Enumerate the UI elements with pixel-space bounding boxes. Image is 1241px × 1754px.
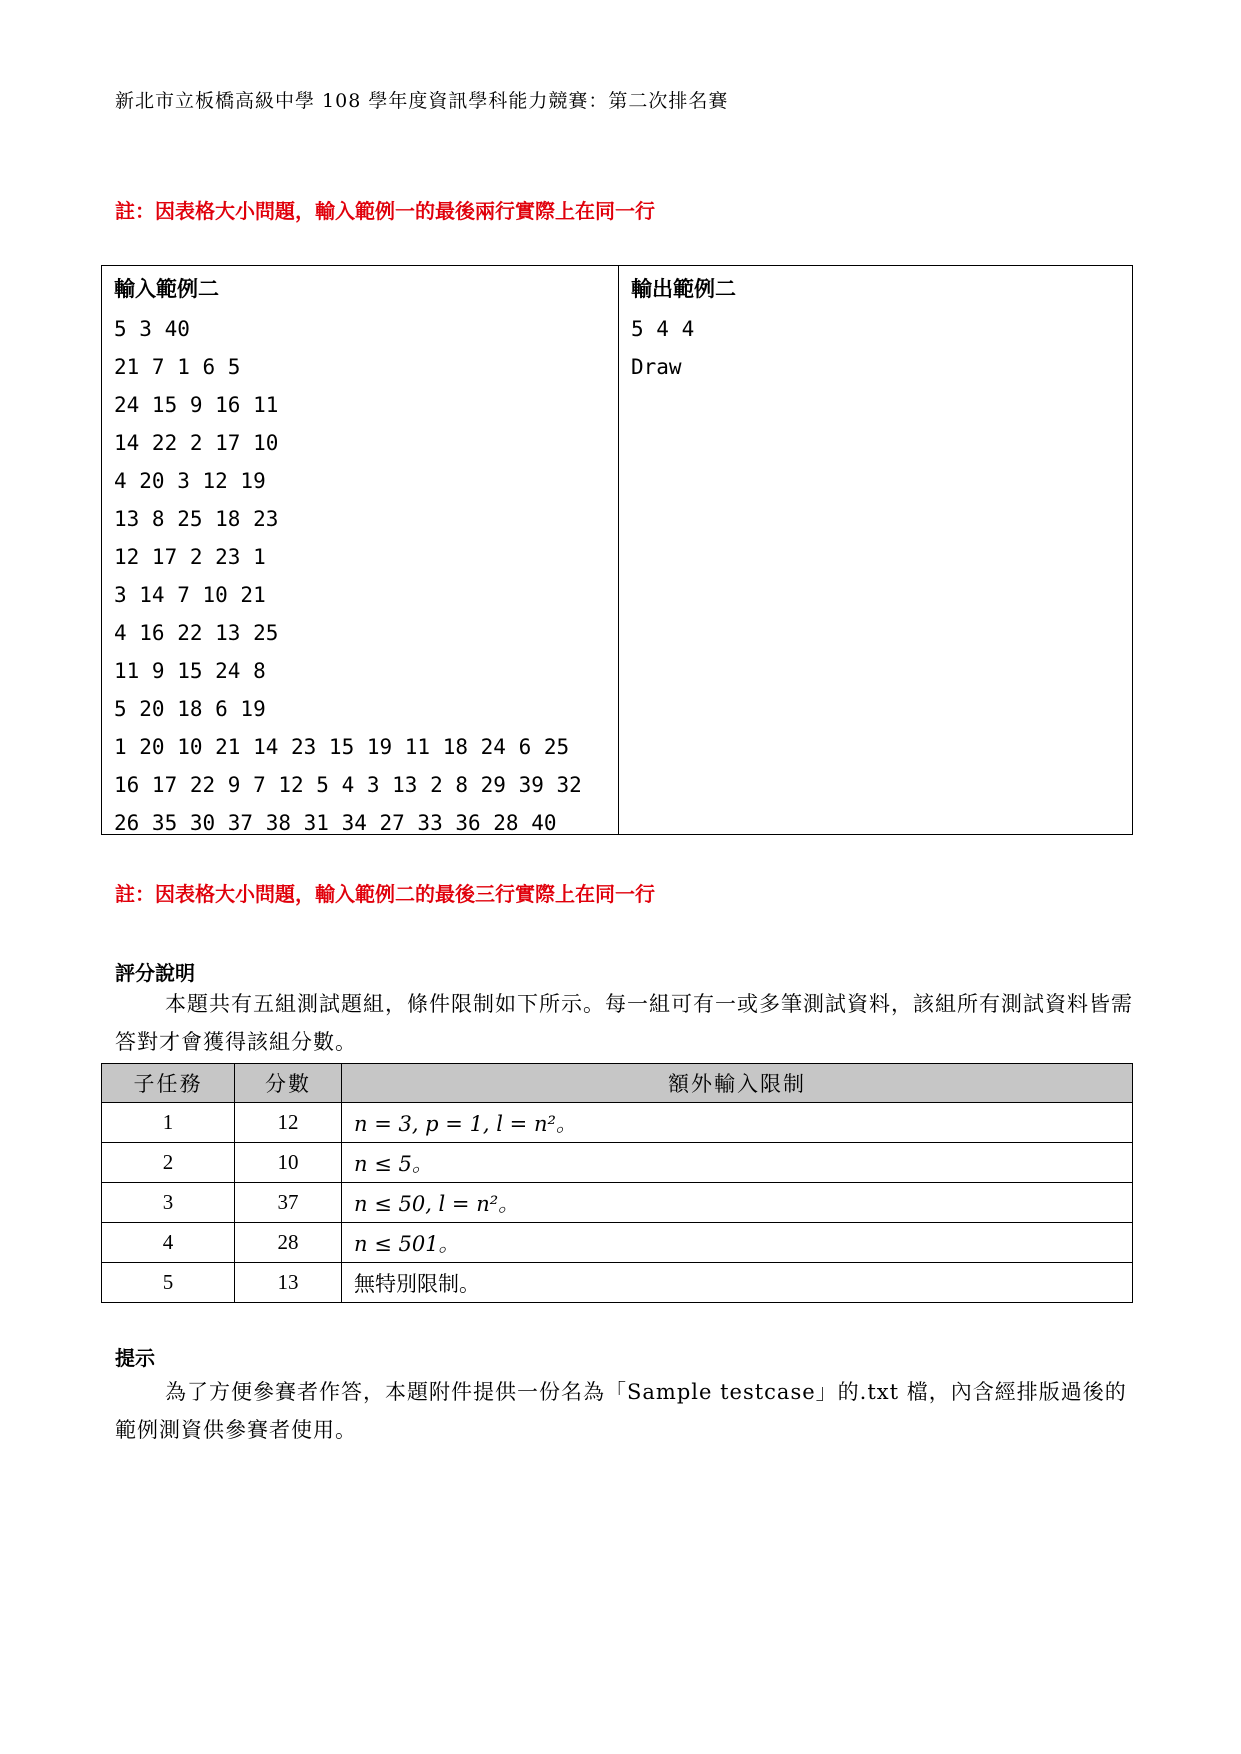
scoring-paragraph [115,985,1145,1061]
sample2-note: 註：因表格大小問題，輸入範例二的最後三行實際上在同一行 [115,882,655,906]
sample2-output-column [619,266,1132,834]
header-limit: 額外輸入限制 [342,1064,1133,1103]
subtask-cell: 1 [102,1103,235,1143]
score-cell: 10 [235,1143,342,1183]
output-line: Draw [631,355,682,379]
table-row [102,1223,1133,1263]
scoring-paragraph-text: 本題共有五組測試題組，條件限制如下所示。每一組可有一或多筆測試資料，該組所有測試資料皆需答對才會獲得該組分數。 [115,992,1133,1054]
input-line: 1 20 10 21 14 23 15 19 11 18 24 6 25 [114,735,570,759]
input-line: 4 20 3 12 19 [114,469,266,493]
limit-cell: n ≤ 5。 [342,1143,1133,1183]
input-line: 12 17 2 23 1 [114,545,266,569]
input-line: 21 7 1 6 5 [114,355,241,379]
output-line: 5 4 4 [631,317,695,341]
score-cell: 28 [235,1223,342,1263]
input-line: 14 22 2 17 10 [114,431,279,455]
subtask-table [101,1063,1133,1303]
hint-paragraph-text: 為了方便參賽者作答，本題附件提供一份名為「Sample testcase」的.txt 檔，內含經排版過後的範例測資供參賽者使用。 [115,1380,1127,1442]
limit-cell: n ≤ 501。 [342,1223,1133,1263]
header-subtask: 子任務 [102,1064,235,1103]
input-line: 4 16 22 13 25 [114,621,279,645]
page-header: 新北市立板橋高級中學 108 學年度資訊學科能力競賽：第二次排名賽 [115,90,729,112]
subtask-cell: 2 [102,1143,235,1183]
sample2-input-title: 輸入範例二 [114,277,219,301]
table-row [102,1183,1133,1223]
score-cell: 12 [235,1103,342,1143]
scoring-title: 評分說明 [115,961,195,985]
sample2-table [101,265,1133,835]
table-row [102,1143,1133,1183]
input-line: 5 20 18 6 19 [114,697,266,721]
input-line: 3 14 7 10 21 [114,583,266,607]
subtask-cell: 4 [102,1223,235,1263]
header-score: 分數 [235,1064,342,1103]
sample2-output-title: 輸出範例二 [631,277,736,301]
input-line: 26 35 30 37 38 31 34 27 33 36 28 40 [114,811,557,835]
input-line: 24 15 9 16 11 [114,393,279,417]
limit-cell: 無特別限制。 [342,1263,1133,1303]
table-row [102,1103,1133,1143]
subtask-cell: 5 [102,1263,235,1303]
score-cell: 13 [235,1263,342,1303]
input-line: 5 3 40 [114,317,190,341]
input-line: 11 9 15 24 8 [114,659,266,683]
hint-title: 提示 [115,1346,155,1370]
subtask-header-row [102,1064,1133,1103]
sample2-input-column [102,266,619,834]
subtask-cell: 3 [102,1183,235,1223]
score-cell: 37 [235,1183,342,1223]
input-line: 16 17 22 9 7 12 5 4 3 13 2 8 29 39 32 [114,773,582,797]
hint-paragraph [115,1373,1145,1449]
table-row [102,1263,1133,1303]
limit-cell: n = 3, p = 1, l = n²。 [342,1103,1133,1143]
sample1-note: 註：因表格大小問題，輸入範例一的最後兩行實際上在同一行 [115,199,655,223]
input-line: 13 8 25 18 23 [114,507,279,531]
limit-cell: n ≤ 50, l = n²。 [342,1183,1133,1223]
